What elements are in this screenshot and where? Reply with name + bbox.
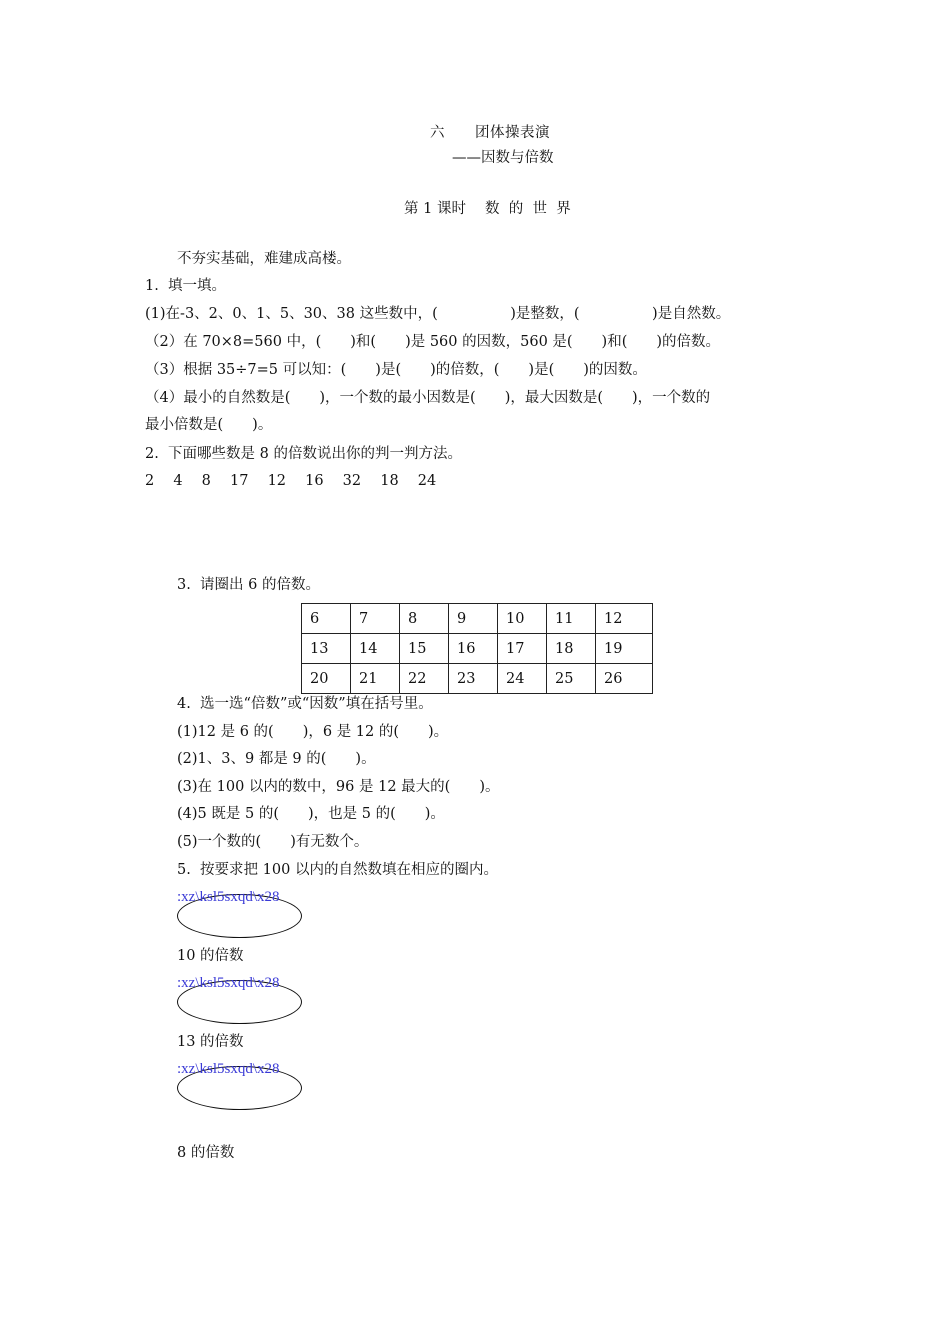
image-placeholder-text: :xz\ksl5sxqd\x28 [177,889,280,905]
q1-item-4-cont: 最小倍数是( )。 [145,417,273,433]
q4-item-3: (3)在 100 以内的数中，96 是 12 最大的( )。 [177,779,500,795]
number-grid [301,603,653,694]
q4-item-5: (5)一个数的( )有无数个。 [177,834,369,850]
q4-title: 4. 选一选“倍数”或“因数”填在括号里。 [177,696,433,712]
grid-cell: 18 [547,634,596,664]
grid-cell: 9 [449,604,498,634]
q2-title: 2. 下面哪些数是 8 的倍数说出你的判一判方法。 [145,446,462,462]
q1-item-1: (1)在-3、2、0、1、5、30、38 这些数中，( )是整数，( )是自然数。 [145,306,731,322]
q4-item-2: (2)1、3、9 都是 9 的( )。 [177,751,376,767]
q4-item-4: (4)5 既是 5 的( )，也是 5 的( )。 [177,806,445,822]
grid-cell: 24 [498,664,547,694]
grid-cell: 20 [302,664,351,694]
grid-cell: 15 [400,634,449,664]
grid-cell: 10 [498,604,547,634]
grid-cell: 26 [596,664,653,694]
grid-row [302,604,653,634]
ellipse-label-10: 10 的倍数 [177,948,244,964]
q1-title: 1. 填一填。 [145,278,227,294]
grid-cell: 7 [351,604,400,634]
ellipse-label-13: 13 的倍数 [177,1034,244,1050]
grid-cell: 17 [498,634,547,664]
q5-title: 5. 按要求把 100 以内的自然数填在相应的圈内。 [177,862,498,878]
q2-numbers: 2 4 8 17 12 16 32 18 24 [145,473,437,489]
grid-cell: 13 [302,634,351,664]
unit-title: 六 团体操表演 [430,125,550,141]
grid-row [302,664,653,694]
q3-title: 3. 请圈出 6 的倍数。 [177,577,320,593]
q1-item-4: （4）最小的自然数是( )，一个数的最小因数是( )，最大因数是( )，一个数的 [145,390,711,406]
grid-cell: 21 [351,664,400,694]
ellipse-label-8: 8 的倍数 [177,1145,235,1161]
grid-cell: 23 [449,664,498,694]
grid-cell: 16 [449,634,498,664]
intro-motto: 不夯实基础，难建成高楼。 [177,251,351,267]
grid-cell: 12 [596,604,653,634]
q4-item-1: (1)12 是 6 的( )，6 是 12 的( )。 [177,724,449,740]
grid-cell: 25 [547,664,596,694]
image-placeholder-text: :xz\ksl5sxqd\x28 [177,1061,280,1077]
grid-cell: 8 [400,604,449,634]
grid-cell: 19 [596,634,653,664]
unit-subtitle: ——因数与倍数 [452,150,554,166]
q1-item-3: （3）根据 35÷7=5 可以知：( )是( )的倍数，( )是( )的因数。 [145,362,647,378]
grid-cell: 11 [547,604,596,634]
q1-item-2: （2）在 70×8=560 中，( )和( )是 560 的因数，560 是( )和( )的倍数。 [145,334,721,350]
lesson-title: 第 1 课时 数 的 世 界 [404,201,571,217]
grid-cell: 6 [302,604,351,634]
image-placeholder-text: :xz\ksl5sxqd\x28 [177,975,280,991]
grid-cell: 22 [400,664,449,694]
grid-row [302,634,653,664]
grid-cell: 14 [351,634,400,664]
